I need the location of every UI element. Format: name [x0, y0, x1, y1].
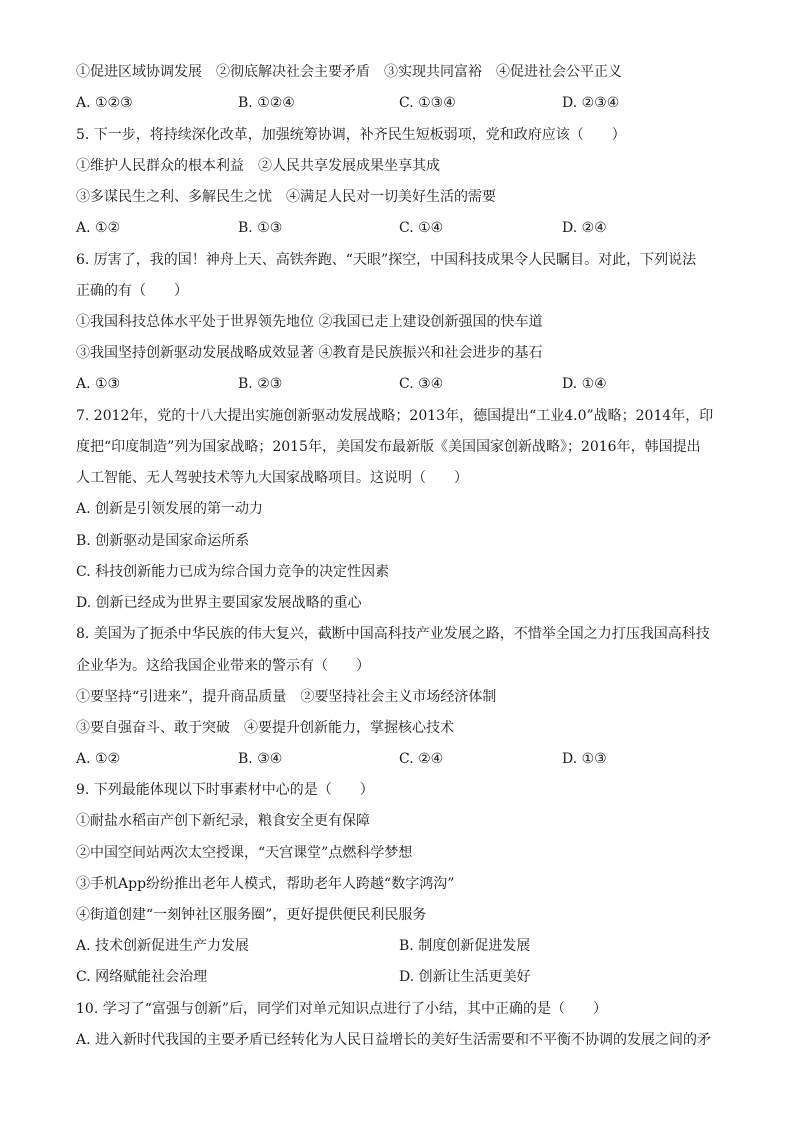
q9-option-a: A. 技术创新促进生产力发展 [76, 938, 250, 954]
q4-option-b: B. ①②④ [238, 95, 295, 111]
q9-options-row-2 [76, 968, 756, 986]
q9-stem: 9. 下列最能体现以下时事素材中心的是（ ） [76, 782, 374, 798]
q7-option-c: C. 科技创新能力已成为综合国力竞争的决定性因素 [76, 564, 390, 580]
q9-statement-2: ②中国空间站两次太空授课，“天宫课堂”点燃科学梦想 [76, 845, 413, 861]
q8-option-b: B. ③④ [238, 751, 283, 767]
q4-option-d: D. ②③④ [562, 95, 620, 111]
q4-options [76, 94, 756, 112]
q4-option-c: C. ①③④ [399, 95, 456, 111]
q8-option-c: C. ②④ [399, 751, 444, 767]
q5-option-c: C. ①④ [399, 220, 444, 236]
q6-option-a: A. ①③ [76, 376, 121, 392]
q8-options [76, 750, 756, 768]
q8-stem-line-2: 企业华为。这给我国企业带来的警示有（ ） [76, 658, 370, 674]
q5-option-d: D. ②④ [562, 220, 607, 236]
q5-options [76, 219, 756, 237]
q6-options [76, 375, 756, 393]
q8-stem-line-1: 8. 美国为了扼杀中华民族的伟大复兴，截断中国高科技产业发展之路，不惜举全国之力打压我国高科技 [76, 626, 710, 642]
q6-option-c: C. ③④ [399, 376, 444, 392]
q5-stem: 5. 下一步，将持续深化改革，加强统筹协调，补齐民生短板弱项，党和政府应该（ ） [76, 127, 626, 143]
q9-option-b: B. 制度创新促进发展 [399, 938, 531, 954]
q8-option-d: D. ①③ [562, 751, 607, 767]
q7-stem-line-2: 度把“印度制造”列为国家战略；2015年，美国发布最新版《美国国家创新战略》；2016年，韩国提出 [76, 439, 701, 455]
q9-statement-4: ④街道创建“一刻钟社区服务圈”，更好提供便民利民服务 [76, 907, 427, 923]
q9-options-row-1 [76, 937, 756, 955]
q8-statement-2: ③要自强奋斗、敢于突破 ④要提升创新能力，掌握核心技术 [76, 720, 454, 736]
q4-option-a: A. ①②③ [76, 95, 133, 111]
q7-option-a: A. 创新是引领发展的第一动力 [76, 501, 264, 517]
q9-option-c: C. 网络赋能社会治理 [76, 969, 208, 985]
q10-stem: 10. 学习了“富强与创新”后，同学们对单元知识点进行了小结，其中正确的是（ ） [76, 1001, 608, 1017]
q4-statements: ①促进区域协调发展 ②彻底解决社会主要矛盾 ③实现共同富裕 ④促进社会公平正义 [76, 64, 622, 80]
q9-statement-1: ①耐盐水稻亩产创下新纪录，粮食安全更有保障 [76, 813, 370, 829]
q6-stem-line-1: 6. 厉害了，我的国！神舟上天、高铁奔跑、“天眼”探空，中国科技成果令人民瞩目。对此，下列说法 [76, 252, 697, 268]
q8-option-a: A. ①② [76, 751, 121, 767]
q6-statement-1: ①我国科技总体水平处于世界领先地位 ②我国已走上建设创新强国的快车道 [76, 314, 543, 330]
q5-statement-2: ③多谋民生之利、多解民生之忧 ④满足人民对一切美好生活的需要 [76, 189, 496, 205]
q9-option-d: D. 创新让生活更美好 [399, 969, 531, 985]
q10-option-a: A. 进入新时代我国的主要矛盾已经转化为人民日益增长的美好生活需要和不平衡不协调的发展之间的矛 [76, 1032, 712, 1048]
q7-stem-line-3: 人工智能、无人驾驶技术等九大国家战略项目。这说明（ ） [76, 470, 468, 486]
q7-option-b: B. 创新驱动是国家命运所系 [76, 533, 250, 549]
q6-statement-2: ③我国坚持创新驱动发展战略成效显著 ④教育是民族振兴和社会进步的基石 [76, 345, 543, 361]
q8-statement-1: ①要坚持“引进来”，提升商品质量 ②要坚持社会主义市场经济体制 [76, 689, 497, 705]
q5-statement-1: ①维护人民群众的根本利益 ②人民共享发展成果坐享其成 [76, 158, 440, 174]
q5-option-b: B. ①③ [238, 220, 283, 236]
q6-option-d: D. ①④ [562, 376, 607, 392]
q7-stem-line-1: 7. 2012年，党的十八大提出实施创新驱动发展战略；2013年，德国提出“工业4.0”战略；2014年，印 [76, 408, 714, 424]
q5-option-a: A. ①② [76, 220, 121, 236]
q7-option-d: D. 创新已经成为世界主要国家发展战略的重心 [76, 595, 362, 611]
q6-stem-line-2: 正确的有（ ） [76, 283, 188, 299]
q9-statement-3: ③手机App纷纷推出老年人模式，帮助老年人跨越“数字鸿沟” [76, 876, 455, 892]
q6-option-b: B. ②③ [238, 376, 283, 392]
